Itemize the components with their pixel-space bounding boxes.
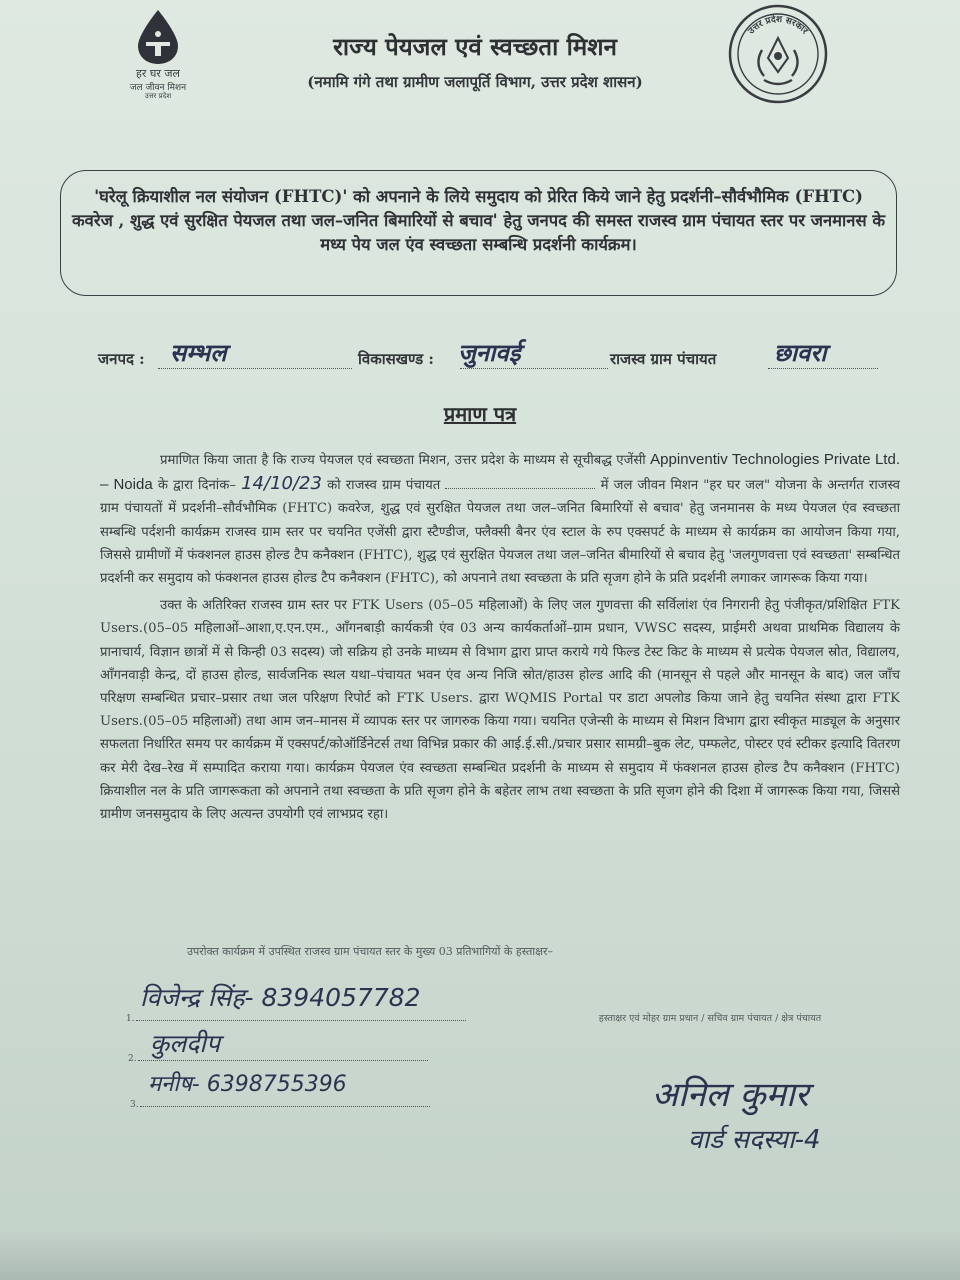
certificate-heading: प्रमाण पत्र xyxy=(443,402,517,426)
panchayat-label: राजस्व ग्राम पंचायत xyxy=(610,350,717,368)
signature-note: उपरोक्त कार्यक्रम में उपस्थित राजस्व ग्राम पंचायत स्तर के मुख्य 03 प्रतिभागियों के हस्ताक्षर– xyxy=(187,945,553,958)
seal-text: उत्तर प्रदेश सरकार xyxy=(746,14,810,37)
svg-text:उत्तर प्रदेश सरकार xyxy=(746,13,810,37)
block-label: विकासखण्ड : xyxy=(358,350,434,368)
program-date: 14/10/23 xyxy=(241,473,322,495)
paragraph-1-intro: प्रमाणित किया जाता है कि राज्य पेयजल एवं स्वच्छता मिशन, उत्तर प्रदेश के माध्यम से सूचीबद्ध एजेंसी xyxy=(160,453,646,468)
program-description-text: 'घरेलू क्रियाशील नल संयोजन (FHTC)' को अपनाने के लिये समुदाय को प्रेरित किये जाने हेतु प्रदर्शनी–सौर्वभौमिक (FHTC) कवरेज , शुद्ध एवं सुरक्षित पेयजल तथा जल–जनित बिमारियों से बचाव' हेतु जनपद की समस्त राजस्व ग्राम पंचायत स्तर पर जनमानस के मध्य पेय जल एंव स्वच्छता सम्बन्धि प्रदर्शनी कार्यक्रम। xyxy=(71,187,886,254)
signature-line-3 xyxy=(140,1106,430,1107)
district-value: सम्भल xyxy=(170,339,227,367)
signature-number-1: 1. xyxy=(126,1014,135,1024)
location-fields xyxy=(98,336,898,376)
signature-line-2 xyxy=(138,1060,428,1061)
signature-number-2: 2. xyxy=(128,1054,137,1064)
agency-name: Appinventiv Technologies Private Ltd. – Noida xyxy=(100,451,900,494)
signature-number-3: 3. xyxy=(130,1100,139,1110)
paper-shadow xyxy=(0,1230,960,1280)
panchayat-text: को राजस्व ग्राम पंचायत xyxy=(327,478,441,494)
participant-signature-2: कुलदीप xyxy=(150,1029,221,1058)
official-signature-name: अनिल कुमार xyxy=(652,1075,809,1115)
logo-line-2: जल जीवन मिशन xyxy=(129,83,187,93)
har-ghar-jal-logo xyxy=(108,8,208,104)
seal-emblem-icon xyxy=(724,2,832,106)
panchayat-blank xyxy=(445,474,595,489)
block-value: जुनावई xyxy=(458,339,521,367)
paragraph-1 xyxy=(100,448,900,590)
program-description-box xyxy=(60,170,897,296)
certificate-body xyxy=(100,448,900,830)
panchayat-value: छावरा xyxy=(774,339,827,367)
mission-title: राज्य पेयजल एवं स्वच्छता मिशन xyxy=(333,32,617,61)
department-subtitle: (नमामि गंगे तथा ग्रामीण जलापूर्ति विभाग, उत्तर प्रदेश शासन) xyxy=(307,73,643,91)
official-stamp-label: हस्ताक्षर एवं मोहर ग्राम प्रधान / सचिव ग्राम पंचायत / क्षेत्र पंचायत xyxy=(598,1013,822,1024)
district-label: जनपद : xyxy=(98,350,145,368)
participant-signature-1: विजेन्द्र सिंह- 8394057782 xyxy=(140,983,421,1012)
up-government-seal xyxy=(724,2,832,106)
paragraph-2: उक्त के अतिरिक्त राजस्व ग्राम स्तर पर FTK Users (05–05 महिलाओं) के लिए जल गुणवत्ता की सर्विलांश एंव निगरानी हेतु पंजीकृत/प्रशिक्षित FTK Users.(05–05 महिलाओं–आशा,ए.एन.एम., आँगनबाड़ी कार्यकत्री एंव 03 अन्य कार्यकर्ताओं–ग्राम प्रधान, VWSC सदस्य, प्राईमरी अथवा प्राथमिक विद्यालय के प्रानाचार्य, विज्ञान छात्रों में से किन्ही 03 सदस्य) जो सक्रिय हो उनके माध्यम से विभाग द्वारा प्राप्त कराये गये फिल्ड टेस्ट किट के माध्यम से प्रत्येक पेयजल स्रोत, विद्यालय, आँगनवाड़ी केन्द्र, दों हाउस होल्ड, सार्वजनिक स्थल यथा–पंचायत भवन एंव अन्य निजि स्रोत/हाउस होल्ड आदि की (मानसून से पहले और मानसून के बाद) जल जाँच परिक्षण सम्बन्धित प्रचार–प्रसार तथा जल परिक्षण रिपोर्ट को FTK Users. द्वारा WQMIS Portal पर डाटा अपलोड किया जाने हेतु चयनित संस्था द्वारा FTK Users.(05–05 महिलाओं) तथा आम जन–मानस में व्यापक स्तर पर जागरुक किया गया। चयनित एजेन्सी के माध्यम से मिशन विभाग द्वारा स्वीकृत माड्यूल के अनुसार सफलता निर्धारित समय पर कार्यक्रम में एक्सपर्ट/कोऑर्डिनेटर्स तथा विभिन्न प्रकार की आई.ई.सी./प्रचार प्रसार सामग्री–बुक लेट, पम्फलेट, पोस्टर एवं स्टीकर इत्यादि वितरण कर मेरी देख–रेख में सम्पादित कराया गया। कार्यक्रम पेयजल एंव स्वच्छता सम्बन्धित प्रदर्शनी के माध्यम से समुदाय में फंक्शनल हाउस होल्ड टैप कनैक्शन (FHTC) क्रियाशील नल के प्रति जागरूकता को अपनाने तथा स्वच्छता के प्रति सृजग होने के बहेतर लाभ तथा स्वच्छता के प्रति सृजग होने की दिशा में जागरूक किया गया, जिससे ग्रामीण जनसमुदाय के लिए अत्यन्त उपयोगी एवं लाभप्रद रहा। xyxy=(100,598,900,823)
signature-line-1 xyxy=(136,1020,466,1021)
date-label: के द्वारा दिनांक– xyxy=(157,478,236,494)
logo-line-3: उत्तर प्रदेश xyxy=(144,92,172,100)
participant-signature-3: मनीष- 6398755396 xyxy=(148,1072,347,1097)
paragraph-1-main: में जल जीवन मिशन "हर घर जल" योजना के अन्तर्गत राजस्व ग्राम पंचायतों में प्रदर्शनी–सौर्वभौमिक (FHTC) कवरेज, शुद्ध एवं सुरक्षित पेयजल तथा जल–जनित बिमारियों से बचाव' हेतु जनमानस के मध्य पेयजल एंव स्वच्छता सम्बन्धि पर्दशनी कार्यक्रम राजस्व ग्राम स्तर पर चयनित एजेंसी द्वारा स्टैण्डीज, फ्लैक्सी बैनर एंव स्टाल के रुप एक्सपर्ट के माध्यम से कार्यक्रम का आयोजन किया गया, जिससे ग्रामीणों में फंक्शनल हाउस होल्ड टैप कनैक्शन (FHTC), शुद्ध एवं सुरक्षित पेयजल तथा जल–जनित बीमारियों से बचाव हेतु 'जलगुणवत्ता एवं स्वच्छता' सम्बन्धित प्रदर्शनी कर समुदाय को फंक्शनल हाउस होल्ड टैप कनैक्शन (FHTC), को अपनाने तथा स्वच्छता के प्रति सृजग होने के प्रति प्रदर्शनी लगाकर जागरूक किया गया। xyxy=(100,478,900,587)
water-drop-icon xyxy=(128,8,188,66)
logo-line-1: हर घर जल xyxy=(136,67,180,80)
official-signature-ward: वार्ड सदस्या-4 xyxy=(688,1125,821,1155)
